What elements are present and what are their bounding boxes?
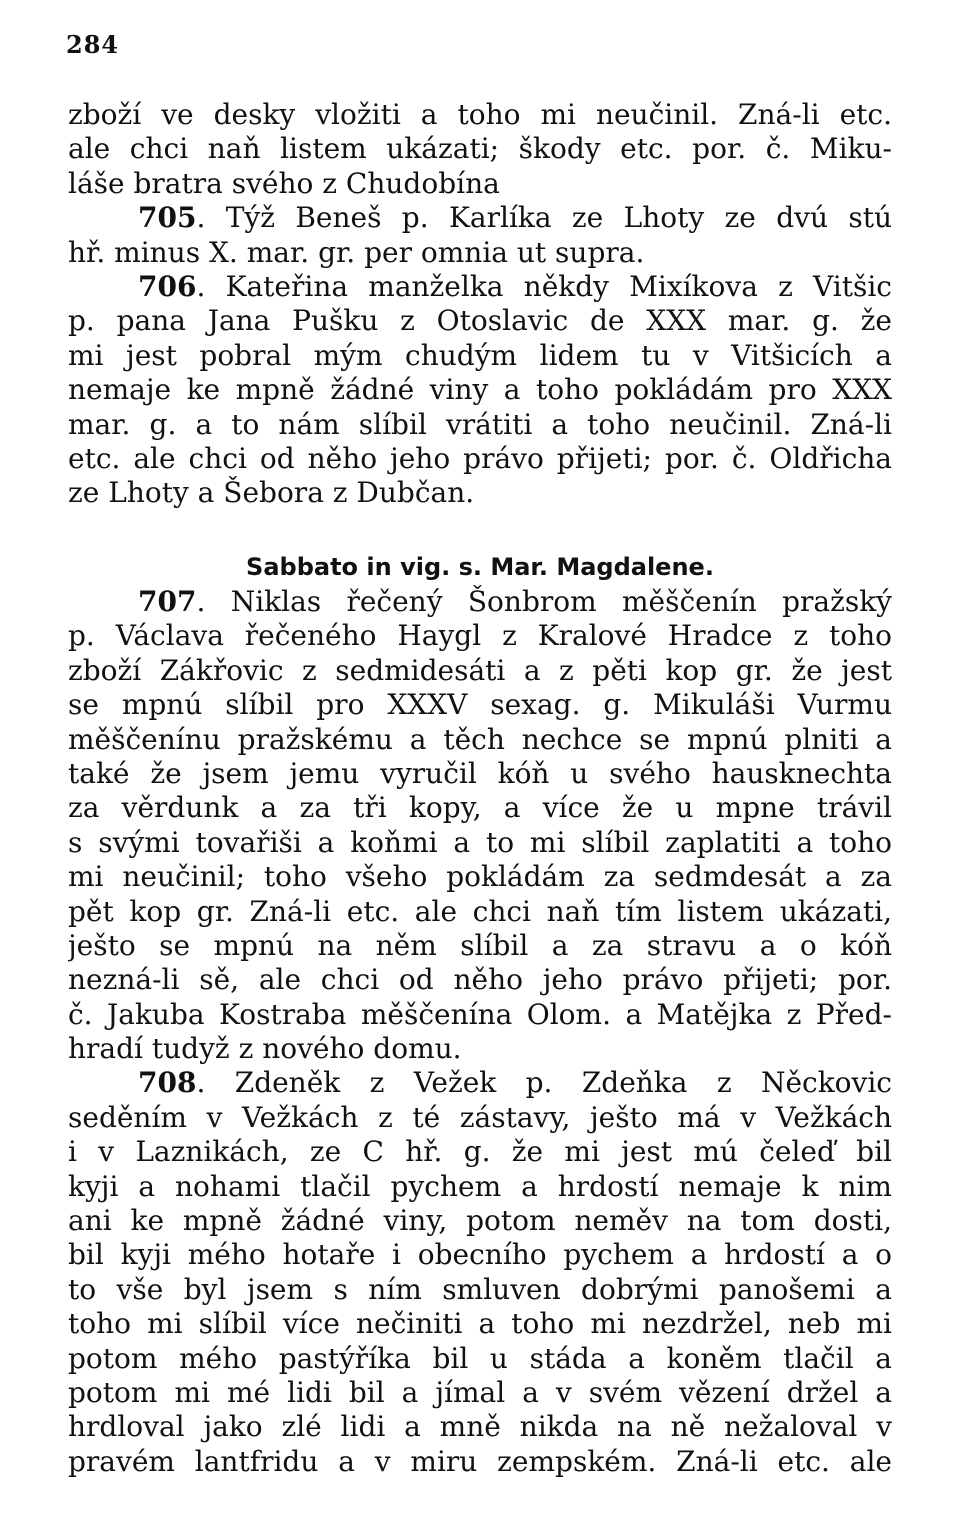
text-line: i v Laznikách, ze C hř. g. že mi jest mú čeleď bil bbox=[68, 1135, 892, 1169]
text-line: potom mi mé lidi bil a jímal a v svém vězení držel a bbox=[68, 1375, 892, 1409]
text-line: pět kop gr. Zná-li etc. ale chci naň tím listem ukázati, bbox=[68, 894, 892, 928]
text-line: hř. minus X. mar. gr. per omnia ut supra. bbox=[68, 235, 645, 269]
entry-text: Zdeněk z Vežek p. Zdeňka z Něckovic bbox=[234, 1066, 892, 1100]
text-line: mi neučinil; toho všeho pokládám za sedmdesát a za bbox=[68, 860, 892, 894]
text-line: č. Jakuba Kostraba měščenína Olom. a Matějka z Před- bbox=[68, 997, 892, 1031]
text-line: bil kyji mého hotaře i obecního pychem a hrdostí a o bbox=[68, 1238, 892, 1272]
text-line: p. Václava řečeného Haygl z Kralové Hradce z toho bbox=[68, 619, 892, 653]
text-line: kyji a nohami tlačil pychem a hrdostí nemaje k nim bbox=[68, 1169, 892, 1203]
entry-text: Niklas řečený Šonbrom měščenín pražský bbox=[230, 585, 892, 618]
text-line: etc. ale chci od něho jeho právo přijeti; por. č. Oldřicha bbox=[68, 441, 892, 475]
text-line: nezná-li sě, ale chci od něho jeho právo přijeti; por. bbox=[68, 963, 892, 997]
entry-text: Týž Beneš p. Karlíka ze Lhoty ze dvú stú bbox=[225, 201, 892, 235]
entry-number: 707 bbox=[138, 585, 197, 618]
text-line: také že jsem jemu vyručil kóň u svého hausknechta bbox=[68, 756, 892, 790]
text-line: mar. g. a to nám slíbil vrátiti a toho neučinil. Zná-li bbox=[68, 407, 892, 441]
text-line: zboží ve desky vložiti a toho mi neučinil. Zná-li etc. bbox=[68, 98, 892, 131]
section-heading: Sabbato in vig. s. Mar. Magdalene. bbox=[246, 553, 714, 581]
text-line: hrdloval jako zlé lidi a mně nikda na ně nežaloval v bbox=[68, 1410, 892, 1444]
text-line: toho mi slíbil více nečiniti a toho mi nezdržel, neb mi bbox=[68, 1307, 892, 1341]
entry-number: 708 bbox=[138, 1066, 197, 1100]
text-line: se mpnú slíbil pro XXXV sexag. g. Mikuláši Vurmu bbox=[68, 688, 892, 722]
page-number: 284 bbox=[66, 30, 120, 59]
text-line: to vše byl jsem s ním smluven dobrými panošemi a bbox=[68, 1272, 892, 1306]
text-line: potom mého pastýříka bil u stáda a koněm tlačil a bbox=[68, 1341, 892, 1375]
text-line: p. pana Jana Pušku z Otoslavic de XXX mar. g. že bbox=[68, 304, 892, 338]
entry-number: 706 bbox=[138, 269, 197, 303]
text-line: ješto se mpnú na něm slíbil a za stravu a o kóň bbox=[68, 928, 892, 962]
text-line: ani ke mpně žádné viny, potom neměv na tom dosti, bbox=[68, 1204, 892, 1238]
text-line: ze Lhoty a Šebora z Dubčan. bbox=[68, 476, 475, 510]
text-line: pravém lantfridu a v miru zempském. Zná-li etc. ale bbox=[68, 1444, 892, 1478]
text-line: seděním v Vežkách z té zástavy, ješto má v Vežkách bbox=[68, 1100, 892, 1134]
entry-text: Kateřina manželka někdy Mixíkova z Vitšic bbox=[225, 269, 892, 303]
text-line: nemaje ke mpně žádné viny a toho pokládám pro XXX bbox=[68, 373, 892, 407]
entry-number: 705 bbox=[138, 201, 197, 235]
text-line: hradí tudyž z nového domu. bbox=[68, 1032, 462, 1066]
entry-708-first-line: 708. Zdeněk z Vežek p. Zdeňka z Něckovic bbox=[138, 1066, 892, 1100]
text-line: měščenínu pražskému a těch nechce se mpnú plniti a bbox=[68, 722, 892, 756]
text-line: za věrdunk a za tři kopy, a více že u mpne trávil bbox=[68, 791, 892, 825]
text-line: láše bratra svého z Chudobína bbox=[68, 166, 500, 200]
text-line: s svými tovařiši a koňmi a to mi slíbil zaplatiti a toho bbox=[68, 825, 892, 859]
entry-707-first-line: 707. Niklas řečený Šonbrom měščenín pražský bbox=[138, 585, 892, 618]
text-line: zboží Zákřovic z sedmidesáti a z pěti kop gr. že jest bbox=[68, 653, 892, 687]
entry-705-first-line: 705. Týž Beneš p. Karlíka ze Lhoty ze dvú stú bbox=[138, 201, 892, 235]
text-line: mi jest pobral mým chudým lidem tu v Vitšicích a bbox=[68, 338, 892, 372]
entry-706-first-line: 706. Kateřina manželka někdy Mixíkova z Vitšic bbox=[138, 269, 892, 303]
text-line: ale chci naň listem ukázati; škody etc. por. č. Miku- bbox=[68, 132, 892, 166]
entries-block bbox=[68, 585, 892, 1479]
continuation-paragraph bbox=[68, 98, 892, 511]
